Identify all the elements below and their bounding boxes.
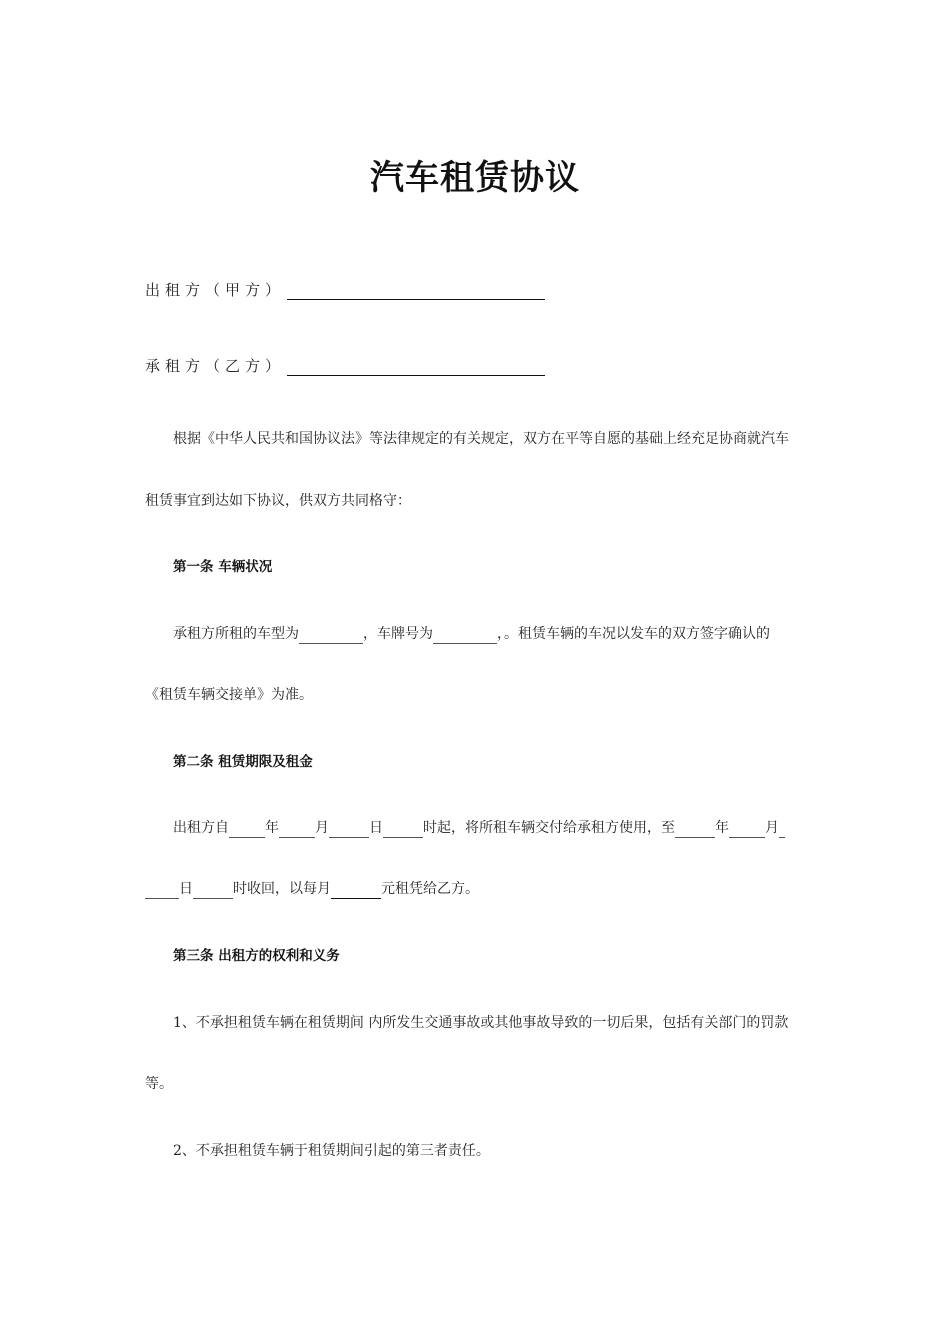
article-1-heading: 第一条 车辆状况 xyxy=(173,559,273,575)
start-hour-blank[interactable] xyxy=(383,821,423,838)
end-hour-blank[interactable] xyxy=(193,882,233,899)
start-year-blank[interactable] xyxy=(229,821,265,838)
article-2-line-2 xyxy=(145,879,479,899)
lessee-blank[interactable] xyxy=(287,357,545,376)
intro-line-2: 租赁事宜到达如下协议，供双方共同格守： xyxy=(145,493,411,509)
lessor-line xyxy=(145,280,545,300)
vehicle-model-blank[interactable] xyxy=(299,627,363,644)
monthly-rent-blank[interactable] xyxy=(331,882,381,899)
start-year-label: 年 xyxy=(265,820,279,836)
document-title: 汽车租赁协议 xyxy=(370,158,580,198)
end-day-label: 日 xyxy=(179,881,193,897)
article-1-line-1-end: ，。租赁车辆的车况以发车的双方签字确认的 xyxy=(497,626,770,642)
article-3-item-2: 2、不承担租赁车辆于租赁期间引起的第三者责任。 xyxy=(173,1143,490,1159)
lessor-blank[interactable] xyxy=(287,281,545,300)
vehicle-model-label: 承租方所租的车型为 xyxy=(173,626,299,642)
start-month-label: 月 xyxy=(315,820,329,836)
plate-number-blank[interactable] xyxy=(433,627,497,644)
start-hour-text: 时起，将所租车辆交付给承租方使用，至 xyxy=(423,820,675,836)
end-month-blank[interactable] xyxy=(729,821,765,838)
end-day-blank-part1[interactable] xyxy=(779,821,785,838)
lessor-label: 出租方（甲方） xyxy=(145,281,286,299)
intro-line-1: 根据《中华人民共和国协议法》等法律规定的有关规定，双方在平等自愿的基础上经充足协商就汽车 xyxy=(173,431,789,447)
end-year-blank[interactable] xyxy=(675,821,715,838)
end-hour-text: 时收回，以每月 xyxy=(233,881,331,897)
article-3-item-1-line-1: 1、不承担租赁车辆在租赁期间 内所发生交通事故或其他事故导致的一切后果，包括有关部门的罚款 xyxy=(173,1015,789,1031)
lessee-label: 承租方（乙方） xyxy=(145,357,286,375)
article-3-heading: 第三条 出租方的权利和义务 xyxy=(173,948,340,964)
article-1-line-1 xyxy=(173,624,770,644)
start-label: 出租方自 xyxy=(173,820,229,836)
start-month-blank[interactable] xyxy=(279,821,315,838)
end-day-blank-part2[interactable] xyxy=(145,882,179,899)
article-2-line-1 xyxy=(173,818,785,838)
start-day-blank[interactable] xyxy=(329,821,369,838)
rent-text: 元租凭给乙方。 xyxy=(381,881,479,897)
start-day-label: 日 xyxy=(369,820,383,836)
end-month-label: 月 xyxy=(765,820,779,836)
article-3-item-1-line-2: 等。 xyxy=(145,1076,173,1092)
plate-number-label: ，车牌号为 xyxy=(363,626,433,642)
end-year-label: 年 xyxy=(715,820,729,836)
article-2-heading: 第二条 租赁期限及租金 xyxy=(173,754,313,770)
article-1-line-2: 《租赁车辆交接单》为准。 xyxy=(145,687,313,703)
lessee-line xyxy=(145,356,545,376)
